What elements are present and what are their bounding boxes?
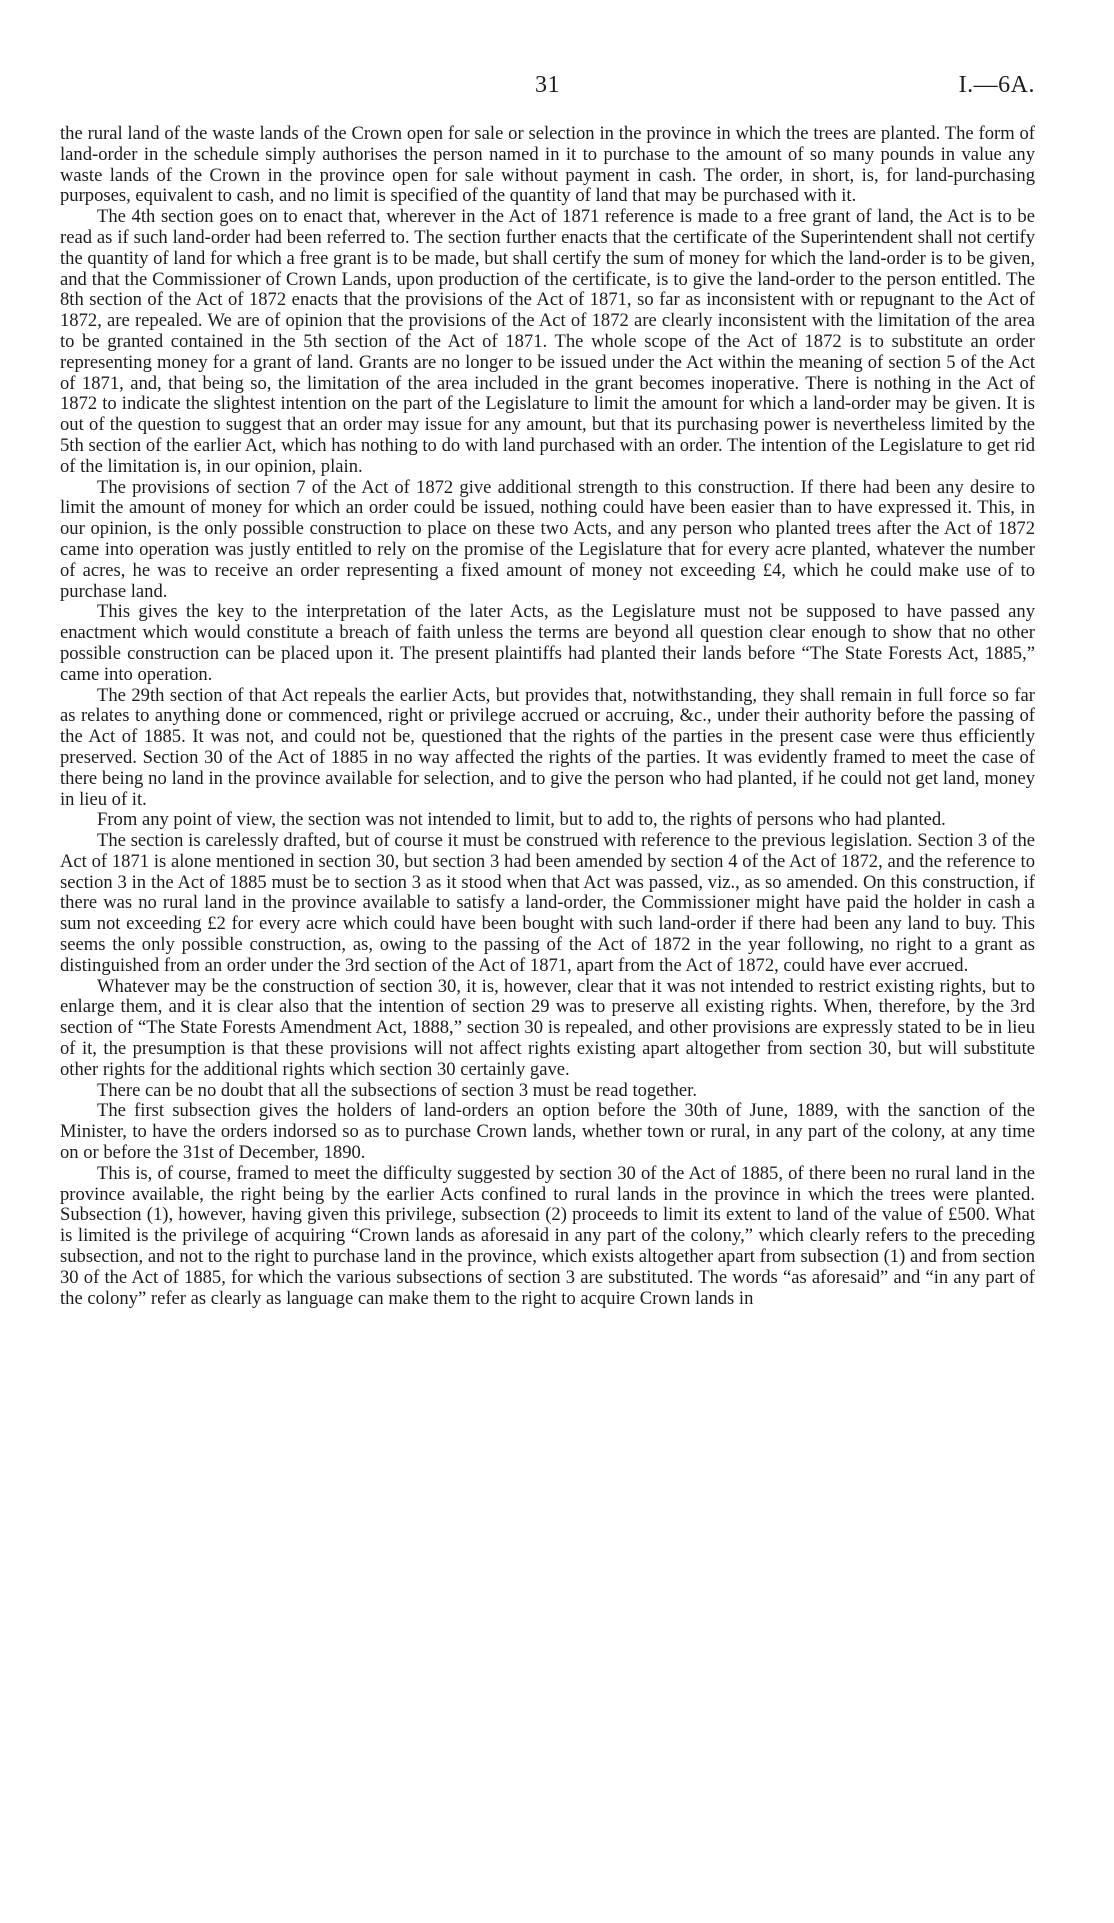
paragraph: The 4th section goes on to enact that, wherever in the Act of 1871 reference is made to a free grant of land, the Act is to be read as if such land-order had been referred to. The section further enacts that the certificate of the Superintendent shall not certify the quantity of land for which a free grant is to be made, but shall certify the sum of money for which the land-order is to be given, and that the Commissioner of Crown Lands, upon production of the certificate, is to give the land-order to the person entitled. The 8th section of the Act of 1872 enacts that the provisions of the Act of 1871, so far as inconsistent with or repugnant to the Act of 1872, are repealed. We are of opinion that the provisions of the Act of 1872 are clearly inconsistent with the limitation of the area to be granted contained in the 5th section of the Act of 1871. The whole scope of the Act of 1872 is to substitute an order representing money for a grant of land. Grants are no longer to be issued under the Act within the meaning of section 5 of the Act of 1871, and, that being so, the limitation of the area included in the grant becomes inoperative. There is nothing in the Act of 1872 to indicate the slightest intention on the part of the Legislature to limit the amount for which a land-order may be given. It is out of the question to suggest that an order may issue for any amount, but that its purchasing power is nevertheless limited by the 5th section of the earlier Act, which has nothing to do with land purchased with an order. The intention of the Legislature to get rid of the limitation is, in our opinion, plain. (60, 206, 1035, 477)
paragraph: The 29th section of that Act repeals the earlier Acts, but provides that, notwithstanding, they shall remain in full force so far as relates to anything done or commenced, right or privilege accrued or accruing, &c., under their authority before the passing of the Act of 1885. It was not, and could not be, questioned that the rights of the parties in the present case were thus efficiently preserved. Section 30 of the Act of 1885 in no way affected the rights of the parties. It was evidently framed to meet the case of there being no land in the province available for selection, and to give the person who had planted, if he could not get land, money in lieu of it. (60, 684, 1035, 810)
page-header (60, 70, 1035, 110)
paragraph: Whatever may be the construction of section 30, it is, however, clear that it was not intended to restrict existing rights, but to enlarge them, and it is clear also that the intention of section 29 was to preserve all existing rights. When, therefore, by the 3rd section of “The State Forests Amendment Act, 1888,” section 30 is repealed, and other provisions are expressly stated to be in lieu of it, the presumption is that these provisions will not affect rights existing apart altogether from section 30, but will substitute other rights for the additional rights which section 30 certainly gave. (60, 975, 1035, 1080)
paragraph: From any point of view, the section was not intended to limit, but to add to, the rights of persons who had planted. (97, 809, 946, 831)
body-text (60, 124, 1035, 1309)
series-reference: I.—6A. (958, 72, 1035, 98)
page-number: 31 (535, 72, 560, 98)
paragraph: the rural land of the waste lands of the Crown open for sale or selection in the province in which the trees are planted. The form of land-order in the schedule simply authorises the person named in it to purchase to the amount of so many pounds in value any waste lands of the Crown in the province open for sale without payment in cash. The order, in short, is, for land-purchasing purposes, equivalent to cash, and no limit is specified of the quantity of land that may be purchased with it. (60, 123, 1035, 207)
paragraph: The first subsection gives the holders of land-orders an option before the 30th of June, 1889, with the sanction of the Minister, to have the orders indorsed so as to purchase Crown lands, whether town or rural, in any part of the colony, at any time on or before the 31st of December, 1890. (60, 1100, 1035, 1164)
paragraph: The provisions of section 7 of the Act of 1872 give additional strength to this construction. If there had been any desire to limit the amount of money for which an order could be issued, nothing could have been easier than to have expressed it. This, in our opinion, is the only possible construction to place on these two Acts, and any person who planted trees after the Act of 1872 came into operation was justly entitled to rely on the promise of the Legislature that for every acre planted, whatever the number of acres, he was to receive an order representing a fixed amount of money not exceeding £4, which he could make use of to purchase land. (60, 476, 1035, 602)
paragraph: This gives the key to the interpretation of the later Acts, as the Legislature must not be supposed to have passed any enactment which would constitute a breach of faith unless the terms are beyond all question clear enough to show that no other possible construction can be placed upon it. The present plaintiffs had planted their lands before “The State Forests Act, 1885,” came into operation. (60, 601, 1035, 685)
paragraph: The section is carelessly drafted, but of course it must be construed with reference to the previous legislation. Section 3 of the Act of 1871 is alone mentioned in section 30, but section 3 had been amended by section 4 of the Act of 1872, and the reference to section 3 in the Act of 1885 must be to section 3 as it stood when that Act was passed, viz., as so amended. On this construction, if there was no rural land in the province available to satisfy a land-order, the Commissioner might have paid the holder in cash a sum not exceeding £2 for every acre which could have been bought with such land-order if there had been any land to buy. This seems the only possible construction, as, owing to the passing of the Act of 1872 in the year following, no right to a grant as distinguished from an order under the 3rd section of the Act of 1871, apart from the Act of 1872, could have ever accrued. (60, 830, 1035, 976)
paragraph: This is, of course, framed to meet the difficulty suggested by section 30 of the Act of 1885, of there been no rural land in the province available, the right being by the earlier Acts confined to rural lands in the province in which the trees were planted. Subsection (1), however, having given this privilege, subsection (2) proceeds to limit its extent to land of the value of £500. What is limited is the privilege of acquiring “Crown lands as aforesaid in any part of the colony,” which clearly refers to the preceding subsection, and not to the right to purchase land in the province, which exists altogether apart from subsection (1) and from section 30 of the Act of 1885, for which the various subsections of section 3 are substituted. The words “as aforesaid” and “in any part of the colony” refer as clearly as language can make them to the right to acquire Crown lands in (60, 1162, 1035, 1309)
document-page (60, 70, 1035, 1309)
paragraph: There can be no doubt that all the subsections of section 3 must be read together. (97, 1079, 697, 1101)
